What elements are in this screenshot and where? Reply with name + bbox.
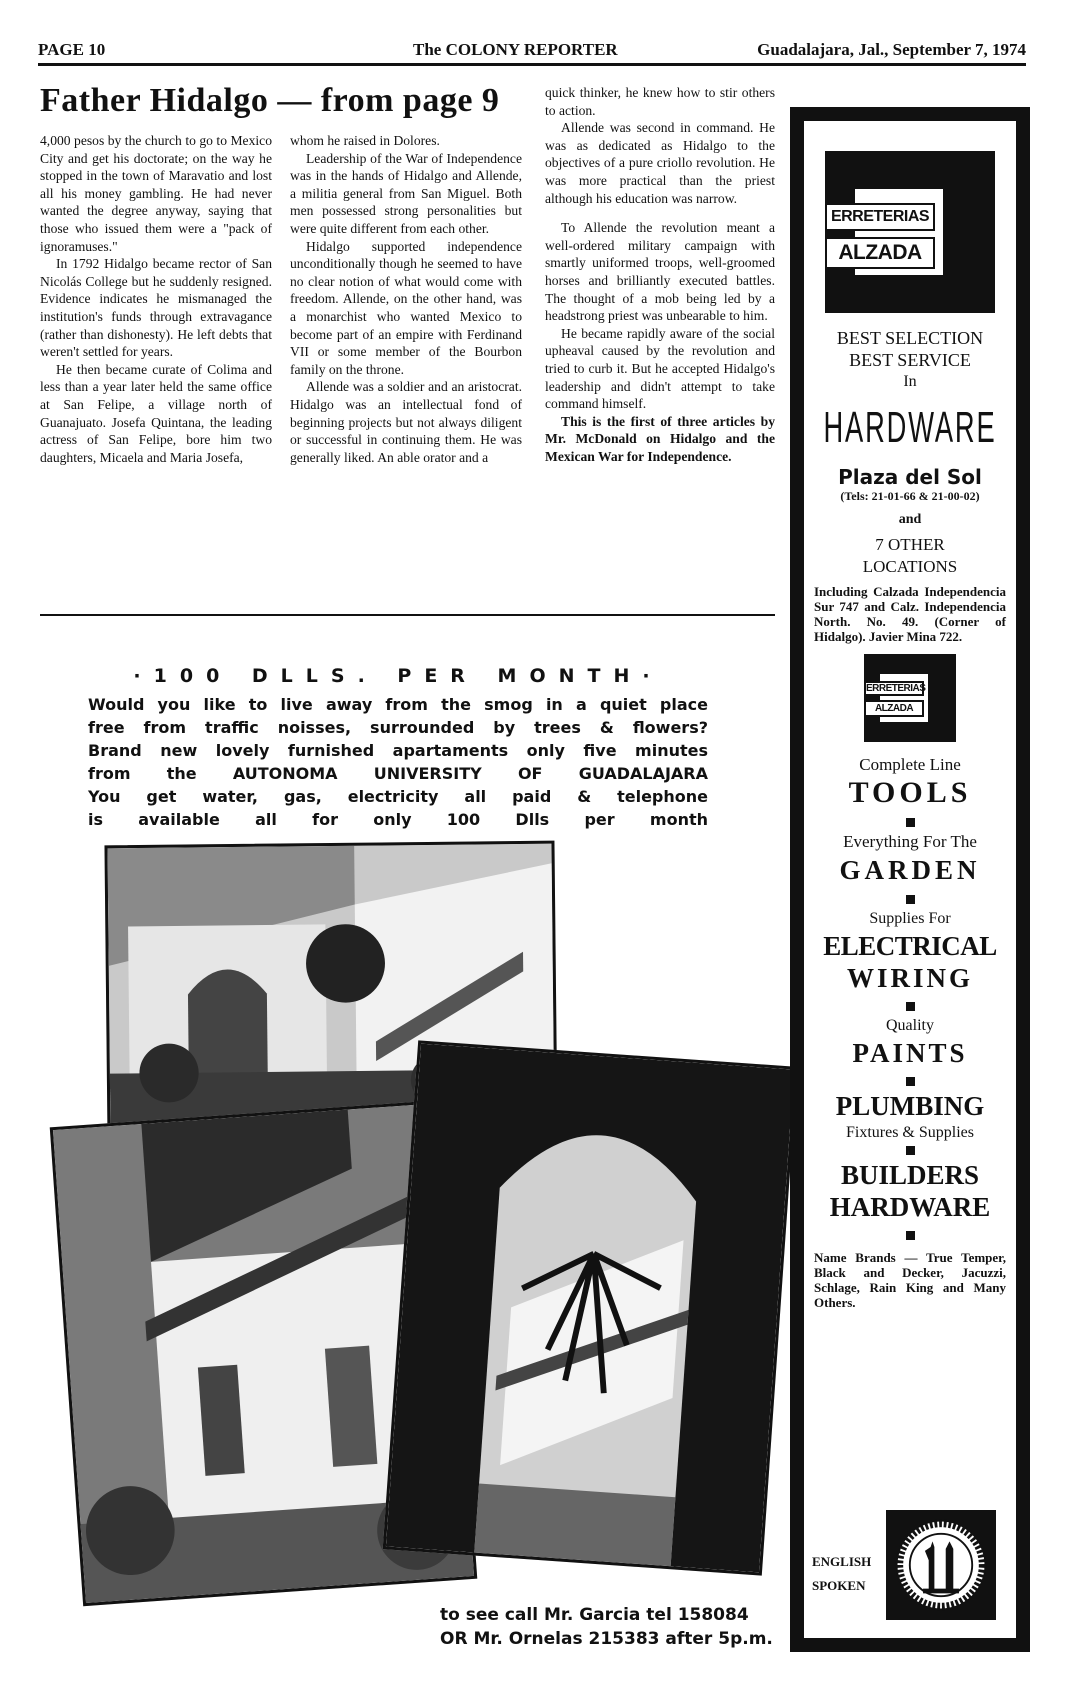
everything-for-the: Everything For The: [843, 832, 977, 851]
article-paragraph: quick thinker, he knew how to stir others to action.: [545, 85, 775, 118]
fixtures-supplies: Fixtures & Supplies: [845, 1124, 974, 1141]
logo-text-calzada: ALZADA: [825, 237, 935, 269]
apartment-ad-headline: ·100 DLLS. PER MONTH·: [133, 665, 663, 687]
ferreterias-calzada-ad: [790, 107, 1030, 1652]
newspaper-name: The COLONY REPORTER: [413, 40, 618, 59]
logo-small-text-calzada: ALZADA: [864, 700, 924, 717]
article-paragraph: To Allende the revolution meant a well-ordered military campaign with smartly uniformed troops, well-groomed horses and brilliantly executed battles. The thought of a mob being led by a headstrong priest was unbearable to him.: [545, 220, 775, 324]
article-column-2: [290, 132, 522, 608]
paints-heading: PAINTS: [852, 1038, 968, 1068]
seal-emblem-icon: [889, 1513, 993, 1617]
supplies-for: Supplies For: [869, 910, 951, 927]
tools-heading: TOOLS: [848, 776, 972, 809]
ferreterias-calzada-logo: [825, 151, 995, 313]
other-locations: 7 OTHER LOCATIONS: [862, 535, 958, 576]
plumbing-heading: PLUMBING: [835, 1091, 985, 1121]
and-text: and: [898, 512, 922, 527]
article-paragraph: Leadership of the War of Independence was in the hands of Hidalgo and Allende, a militia general from San Miguel. Both men possessed strong personalities but were quite different from each other.: [290, 150, 522, 236]
best-selection-text: BEST SELECTION: [836, 328, 984, 348]
apartment-ad: [88, 665, 708, 829]
apartment-ad-line: You get water, gas, electricity all paid & telephone: [88, 787, 708, 806]
masthead: [38, 36, 1026, 66]
apartment-ad-contact: [440, 1603, 780, 1661]
bullet-divider: [906, 818, 915, 827]
article-paragraph: Allende was second in command. He was as dedicated as Hidalgo to the objectives of a pure criollo revolution. He was more practical than the priest although his education was narrow.: [545, 120, 775, 206]
spoken-text: SPOKEN: [812, 1578, 866, 1593]
plaza-del-sol: Plaza del Sol: [838, 465, 982, 489]
contact-ornelas: OR Mr. Ornelas 215383 after 5p.m.: [440, 1629, 773, 1649]
apartment-ad-line: from the AUTONOMA UNIVERSITY OF GUADALAJARA: [88, 764, 708, 783]
electrical-heading: ELECTRICAL: [823, 931, 997, 961]
page-number: PAGE 10: [38, 40, 106, 59]
bullet-divider: [906, 1146, 915, 1155]
article-paragraph: whom he raised in Dolores.: [290, 133, 440, 148]
article-paragraph: Allende was a soldier and an aristocrat. Hidalgo was an intellectual fond of beginning projects but not always diligent or successful in continuing them. He was generally liked. An able orator and a: [290, 379, 522, 465]
brand-list: Name Brands — True Temper, Black and Decker, Jacuzzi, Schlage, Rain King and Many Others.: [814, 1250, 1006, 1310]
wiring-heading: WIRING: [846, 963, 973, 993]
hardware-headline: HARDWARE: [823, 403, 997, 452]
article-paragraph: 4,000 pesos by the church to go to Mexico City and get his doctorate; on the way he stopped in the town of Maravatio and lost all his money gambling. He had never wanted the degree anyway, saying that those who issued them were a "pack of ignoramuses.": [40, 133, 272, 254]
article-paragraph: He then became curate of Colima and less than a year later held the same office at San Felipe, a village north of Guanajuato. Josefa Quintana, the leading actress of San Felipe, bore him two daughters, Micaela and Maria Josefa,: [40, 361, 272, 465]
phone-numbers: (Tels: 21-01-66 & 21-00-02): [840, 489, 980, 503]
article-title: Father Hidalgo — from page 9: [40, 82, 500, 119]
builders-heading: BUILDERS: [840, 1160, 980, 1190]
best-service-text: BEST SERVICE: [849, 350, 971, 370]
apartment-ad-line: Would you like to live away from the smog in a quiet place: [88, 695, 708, 714]
logo-c-bottom-bar: [825, 275, 995, 313]
apartment-ad-line: Brand new lovely furnished apartaments only five minutes: [88, 741, 708, 760]
logo-small-text-ferreterias: ERRETERIAS: [866, 683, 926, 694]
garden-heading: GARDEN: [839, 855, 981, 885]
article-divider: [40, 614, 775, 616]
in-text: In: [903, 373, 917, 390]
builders-hardware-heading: HARDWARE: [829, 1192, 991, 1222]
ferreterias-calzada-logo-small: [864, 654, 956, 742]
photo-archway-illustration: [386, 1044, 794, 1573]
apartment-ad-line: is available all for only 100 Dlls per month: [88, 810, 708, 829]
dateline: Guadalajara, Jal., September 7, 1974: [757, 40, 1026, 59]
bullet-divider: [906, 895, 915, 904]
bullet-divider: [906, 1002, 915, 1011]
article-column-3: [545, 84, 775, 608]
bullet-divider: [906, 1231, 915, 1240]
logo-small-bottom-bar: [864, 722, 956, 742]
author-note: This is the first of three articles by Mr. McDonald on Hidalgo and the Mexican War for Independence.: [545, 413, 775, 464]
article-column-1: [40, 132, 272, 608]
english-spoken: [812, 1550, 871, 1598]
english-text: ENGLISH: [812, 1554, 872, 1569]
logo-text-ferreterias: ERRETERIAS: [825, 203, 935, 231]
article-paragraph: In 1792 Hidalgo became rector of San Nicolás College but he suddenly resigned. Evidence indicates he mismanaged the institution's funds through extravagance (rather than dishonesty). He left debts that weren't settled for years.: [40, 256, 272, 360]
contact-garcia: to see call Mr. Garcia tel 158084: [440, 1605, 749, 1625]
article-paragraph: Hidalgo supported independence unconditionally though he seemed to have no clear notion of what would come with freedom. Allende, on the other hand, was a monarchist who wanted Mexico to become part of an empire with Ferdinand VII or some member of the Bourbon family on the throne.: [290, 238, 522, 377]
chamber-of-commerce-seal: [886, 1510, 996, 1620]
quality-text: Quality: [886, 1017, 934, 1034]
article-paragraph: He became rapidly aware of the social upheaval caused by the revolution and tried to curb it. But he accepted Hidalgo's leadership and didn't attempt to take command himself.: [545, 325, 775, 412]
locations-list: Including Calzada Independencia Sur 747 and Calz. Independencia North. No. 49. (Corner of Hidalgo). Javier Mina 722.: [814, 584, 1006, 644]
seal-area: [804, 1510, 1016, 1620]
complete-line: Complete Line: [859, 755, 961, 774]
apartment-ad-line: free from traffic noisses, surrounded by trees & flowers?: [88, 718, 708, 737]
apartment-photo-archway: [383, 1040, 798, 1575]
bullet-divider: [906, 1077, 915, 1086]
